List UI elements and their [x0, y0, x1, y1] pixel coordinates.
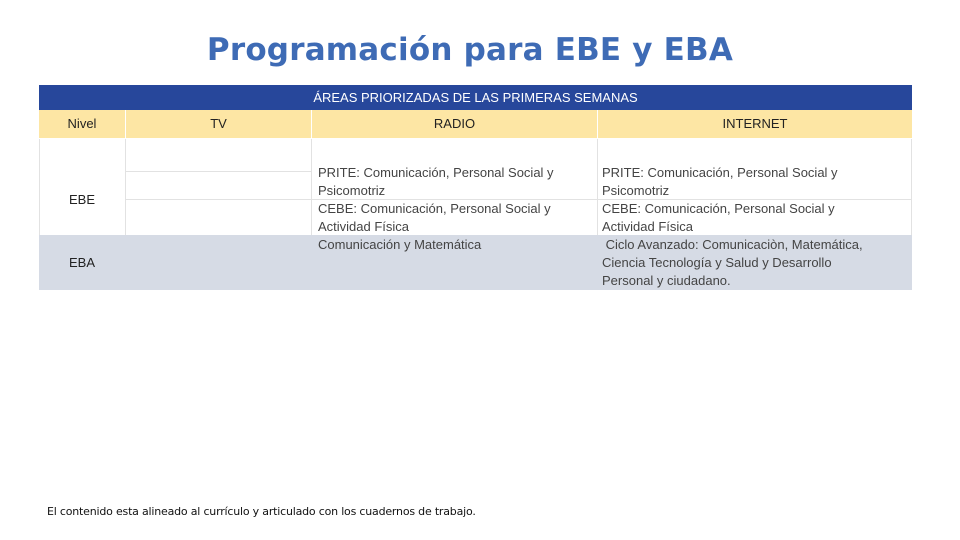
- column-divider: [311, 139, 312, 235]
- internet-line: Ciencia Tecnología y Salud y Desarrollo: [602, 255, 832, 270]
- table-banner: ÁREAS PRIORIZADAS DE LAS PRIMERAS SEMANAS: [39, 85, 912, 110]
- column-divider: [597, 139, 598, 235]
- internet-line: Psicomotriz: [602, 183, 670, 198]
- header-tv: TV: [126, 110, 311, 139]
- internet-line: CEBE: Comunicación, Personal Social y: [602, 201, 835, 216]
- internet-line: Personal y ciudadano.: [602, 273, 731, 288]
- internet-line: Ciclo Avanzado: Comunicaciòn, Matemática,: [602, 237, 863, 252]
- radio-line: Comunicación y Matemática: [318, 237, 482, 252]
- radio-line: Actividad Física: [318, 219, 410, 234]
- slide-footer-note: El contenido esta alineado al currículo y articulado con los cuadernos de trabajo.: [47, 505, 476, 518]
- header-internet: INTERNET: [598, 110, 912, 139]
- radio-areas-text: [318, 164, 554, 254]
- slide-title: Programación para EBE y EBA: [206, 32, 734, 68]
- header-radio: RADIO: [312, 110, 597, 139]
- priority-areas-table: [39, 85, 912, 288]
- internet-line: Actividad Física: [602, 219, 694, 234]
- table-grid: [39, 110, 912, 288]
- radio-line: Psicomotriz: [318, 183, 386, 198]
- level-eba: EBA: [68, 255, 95, 270]
- header-nivel: Nivel: [39, 110, 125, 139]
- radio-line: PRITE: Comunicación, Personal Social y: [318, 165, 554, 180]
- internet-line: PRITE: Comunicación, Personal Social y: [602, 165, 838, 180]
- table-right-border: [911, 139, 912, 235]
- internet-areas-text: [602, 164, 863, 290]
- table-left-border: [39, 139, 40, 235]
- level-ebe: EBE: [68, 192, 95, 207]
- row-divider: [125, 171, 311, 172]
- radio-line: CEBE: Comunicación, Personal Social y: [318, 201, 551, 216]
- column-divider: [125, 139, 126, 235]
